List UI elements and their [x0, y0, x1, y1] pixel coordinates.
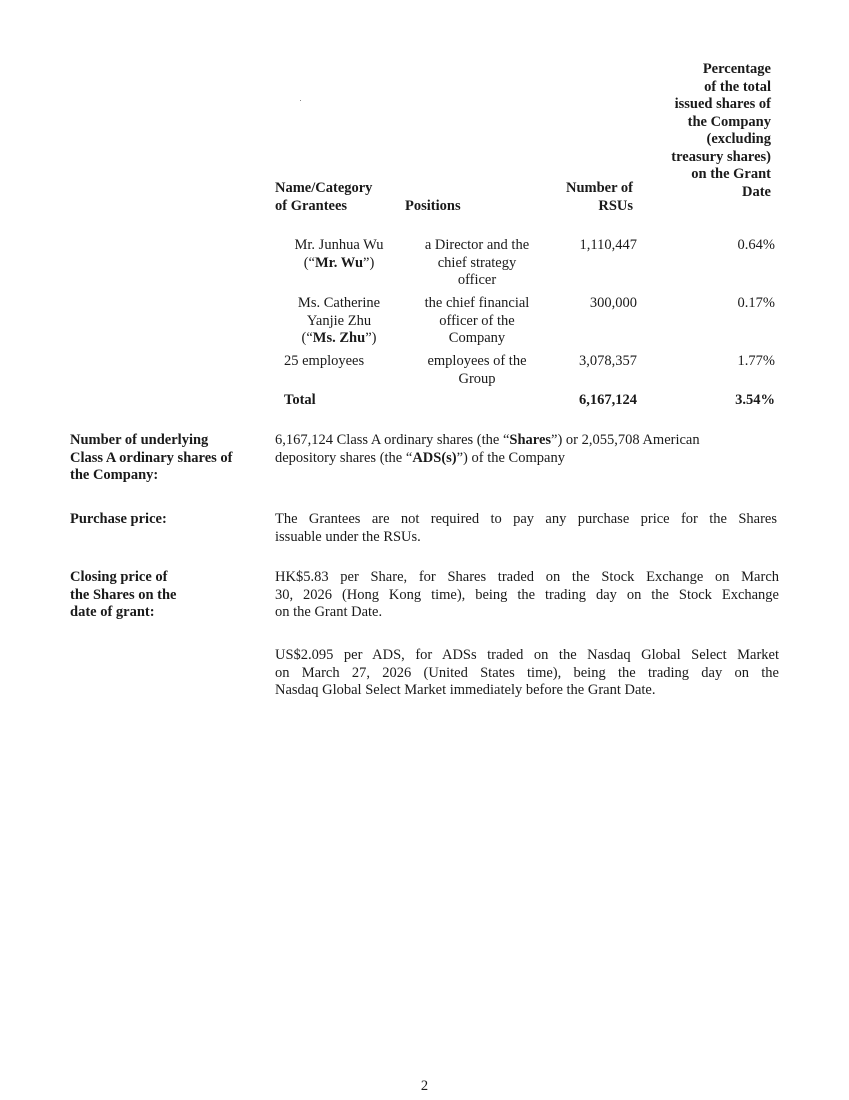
- grantee-name: Ms. Catherine: [297, 295, 381, 311]
- label-line: the Shares on the: [70, 586, 177, 603]
- alias-bold: Mr. Wu: [314, 254, 364, 271]
- underlying-label: [70, 432, 232, 485]
- text-run: 6,167,124 Class A ordinary shares (the “: [275, 432, 510, 448]
- underlying-line-1: [275, 432, 780, 450]
- grantee-name-cell: [278, 237, 400, 272]
- rsus-cell: 3,078,357: [579, 353, 637, 369]
- label-line: Closing price of: [70, 569, 168, 585]
- header-line: Positions: [405, 198, 461, 214]
- position-cell: [405, 353, 549, 388]
- text-run: ”) or 2,055,708 American: [551, 432, 700, 448]
- position-line: employees of the: [427, 353, 527, 369]
- header-line: of Grantees: [275, 197, 348, 214]
- para-line: 30, 2026 (Hong Kong time), being the trading day on the Stock Exchange: [275, 586, 779, 603]
- percent-cell: 0.17%: [737, 295, 775, 311]
- underlying-line-2: [275, 450, 780, 468]
- position-line: officer of the: [439, 312, 515, 329]
- purchase-value: [275, 511, 777, 546]
- para-line: The Grantees are not required to pay any purchase price for the Shares: [275, 511, 777, 527]
- alias-quote: (“: [303, 254, 315, 271]
- header-line: treasury shares): [671, 148, 771, 165]
- para-line: US$2.095 per ADS, for ADSs traded on the Nasdaq Global Select Market: [275, 647, 779, 663]
- grantee-name-cell: [278, 295, 400, 348]
- para-line: on March 27, 2026 (United States time), being the trading day on the: [275, 664, 779, 681]
- label-line: Class A ordinary shares of: [70, 449, 233, 466]
- header-line: issued shares of: [674, 96, 771, 112]
- alias-quote: ”): [365, 330, 377, 346]
- header-line: RSUs: [598, 197, 633, 214]
- total-rsus: 6,167,124: [579, 392, 637, 408]
- header-line: Date: [742, 183, 771, 200]
- speck: [300, 100, 301, 101]
- header-line: Percentage: [702, 61, 771, 77]
- total-label: Total: [284, 392, 316, 408]
- para-line: HK$5.83 per Share, for Shares traded on the Stock Exchange on March: [275, 569, 779, 585]
- header-positions: [405, 198, 461, 216]
- para-line: on the Grant Date.: [275, 604, 383, 620]
- alias-quote: (“: [301, 330, 313, 346]
- alias-bold: Ms. Zhu: [312, 330, 366, 346]
- text-run: depository shares (the “: [275, 449, 413, 466]
- defined-term: Shares: [509, 432, 552, 448]
- position-line: Company: [448, 330, 506, 346]
- label-line: Number of underlying: [70, 432, 209, 448]
- header-line: Name/Category: [275, 180, 373, 196]
- position-line: a Director and the: [424, 237, 530, 253]
- header-line: on the Grant: [691, 166, 771, 182]
- position-line: chief strategy: [437, 254, 517, 271]
- position-line: officer: [457, 272, 497, 288]
- header-line: (excluding: [706, 131, 771, 147]
- header-line: of the total: [704, 78, 771, 95]
- grantee-name-cell: [284, 353, 364, 371]
- closing-para-1: [275, 569, 779, 622]
- header-number-rsus: [520, 180, 633, 215]
- grantee-alias: [278, 330, 400, 348]
- percent-cell: 1.77%: [737, 353, 775, 369]
- para-line: issuable under the RSUs.: [275, 528, 421, 545]
- percent-cell: 0.64%: [737, 237, 775, 253]
- defined-term: ADS(s): [412, 449, 457, 466]
- grantee-alias: [278, 255, 400, 273]
- position-line: Group: [458, 370, 496, 387]
- rsus-cell: 1,110,447: [579, 237, 637, 253]
- position-cell: [405, 237, 549, 290]
- position-cell: [405, 295, 549, 348]
- alias-quote: ”): [363, 254, 375, 271]
- grantee-name: Yanjie Zhu: [306, 312, 372, 329]
- para-line: Nasdaq Global Select Market immediately before the Grant Date.: [275, 682, 656, 698]
- closing-para-2: [275, 647, 779, 700]
- header-percentage: [620, 61, 771, 201]
- total-percent: 3.54%: [735, 392, 775, 408]
- grantee-name: Mr. Junhua Wu: [294, 237, 384, 253]
- position-line: the chief financial: [424, 295, 530, 311]
- header-line: Number of: [566, 180, 633, 196]
- purchase-label: Purchase price:: [70, 511, 167, 527]
- text-run: ”) of the Company: [456, 449, 565, 466]
- closing-label: [70, 569, 176, 622]
- rsus-cell: 300,000: [589, 295, 637, 311]
- header-line: the Company: [687, 113, 771, 130]
- label-line: the Company:: [70, 467, 159, 483]
- grantee-name: 25 employees: [284, 353, 365, 369]
- header-name-category: [275, 180, 372, 215]
- page-number: 2: [420, 1078, 429, 1094]
- underlying-value: [275, 432, 780, 467]
- label-line: date of grant:: [70, 604, 155, 620]
